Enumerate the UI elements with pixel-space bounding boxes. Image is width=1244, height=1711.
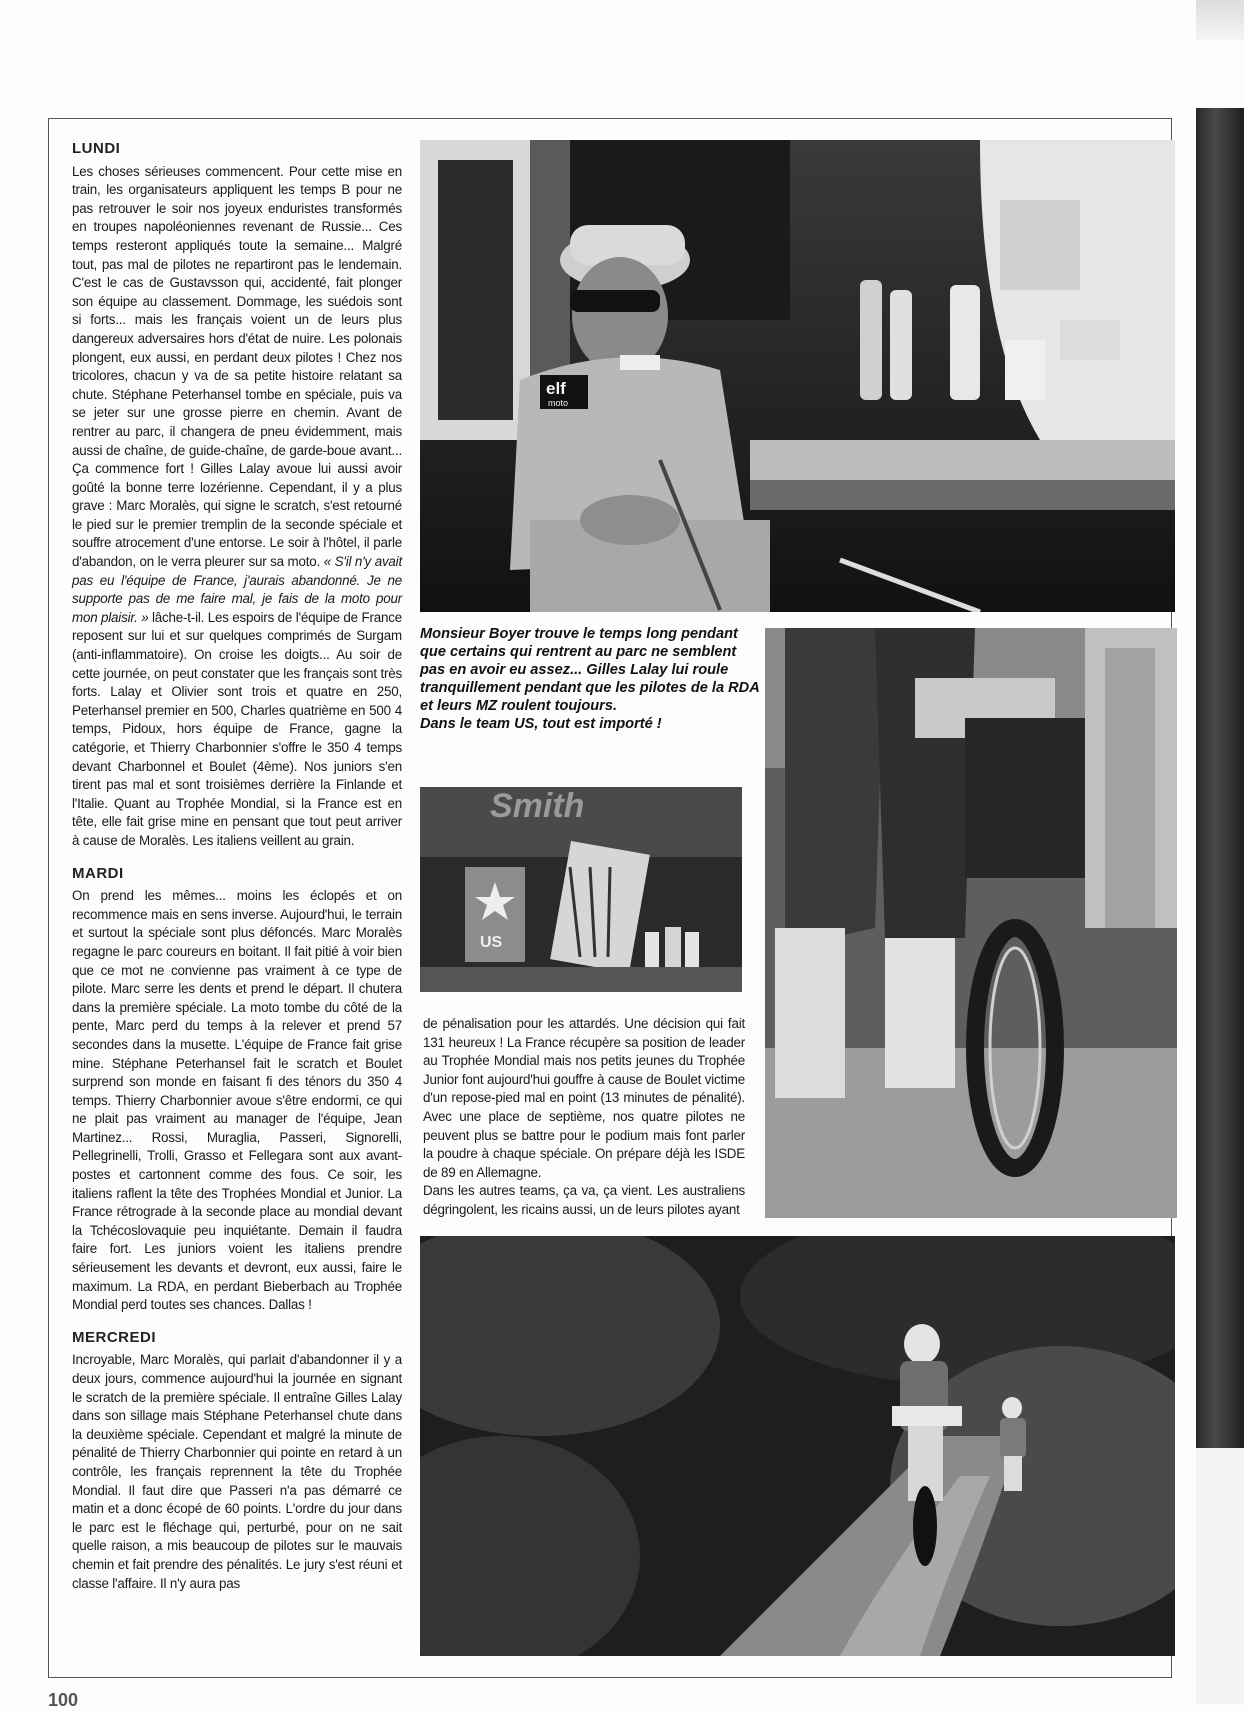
adjacent-page-edge <box>1196 108 1244 1448</box>
photo-caption <box>420 625 765 733</box>
smith-sign-text: Smith <box>490 787 585 825</box>
caption-us: Dans le team US, tout est importé ! <box>420 716 662 732</box>
left-text-column <box>72 140 402 1593</box>
photo-us-team-tools <box>420 787 742 992</box>
photo-mechanic-seated <box>420 140 1175 612</box>
mardi-text: On prend les mêmes... moins les éclopés et on recommence mais en sens inverse. Aujourd'hui, le terrain et surtout la spéciale sont plus défoncés. Marc Moralès regagne le parc coureurs en boitant. Il fait pitié à voir bien que ce mot ne convienne pas vraiment à ce type de pilote. Marc serre les dents et prend le départ. Il chutera dans la première spéciale. La moto tombe du côté de la pente, Marc perd du temps à la relever et prend 57 secondes dans la musette. L'équipe de France fait grise mine. Stéphane Peterhansel fait le scratch et Boulet surprend son monde en faisant fi des ténors du 350 4 temps. Thierry Charbonnier avoue s'être endormi, ce qui ne plait pas vraiment au manager de l'équipe, Jean Martinez... Rossi, Muraglia, Passeri, Signorelli, Pellegrinelli, Trolli, Grasso et Fellegara sont aux avant-postes et cartonnent comme des fous. Ce soir, les italiens raflent la tête des Trophées Mondial et Junior. La France rétrograde à la seconde place au mondial devant la Tchécoslovaquie peu inquiétante. Demain il faudra faire fort. Les juniors voient les italiens prendre sérieusement les devants et devront, eux aussi, faire le maximum. La RDA, en perdant Bieberbach au Trophée Mondial perd toutes ses chances. Dallas ! <box>72 888 402 1313</box>
lundi-quote: « S'il n'y avait pas eu l'équipe de France, j'aurais abandonné. Je ne supporte pas de me faire mal, je fais de la moto pour mon plaisir. » <box>72 554 402 625</box>
mid-text-1: de pénalisation pour les attardés. Une décision qui fait 131 heureux ! La France récupère sa position de leader au Trophée Mondial mais nos petits jeunes du Trophée Junior font aujourd'hui gouffre à cause de Boulet victime d'un repose-pied mal en point (13 minutes de pénalité). Avec une place de septième, nos quatre pilotes ne peuvent plus se battre pour le podium mais font parler la poudre à chaque spéciale. On prépare déjà les ISDE de 89 en Allemagne. <box>423 1016 745 1180</box>
moto-logo-text: moto <box>548 398 569 408</box>
heading-lundi: LUNDI <box>72 140 121 157</box>
corner-mark <box>1196 0 1244 40</box>
adjacent-page-edge-lower <box>1196 1448 1244 1704</box>
elf-logo-text: elf <box>546 379 566 398</box>
caption-main: Monsieur Boyer trouve le temps long pendant que certains qui rentrent au parc ne semblent pas en avoir eu assez... Gilles Lalay lui roule tranquillement pendant que les pilotes de la RDA et leurs MZ roulent toujours. <box>420 626 760 714</box>
middle-text-column <box>423 1015 745 1220</box>
mid-text-2: Dans les autres teams, ça va, ça vient. Les australiens dégringolent, les ricains aussi, un de leurs pilotes ayant <box>423 1183 745 1217</box>
page-number: 100 <box>48 1690 79 1710</box>
mercredi-text: Incroyable, Marc Moralès, qui parlait d'abandonner il y a deux jours, commence aujourd'hui la journée en signant le scratch de la première spéciale. Il entraîne Gilles Lalay dans son sillage mais Stéphane Peterhansel chute dans la deuxième spéciale. Cependant et malgré la minute de pénalité de Thierry Charbonnier qui pointe en retard à un contrôle, les français reprennent la tête du Trophée Mondial. Il faut dire que Passeri n'a pas démarré ce matin et a donc écopé de 60 points. L'ordre du jour dans le parc est le fléchage qui, perturbé, pour on ne sait quelle raison, a mis beaucoup de pilotes sur le mauvais chemin et fait prendre des pénalités. Le jury s'est réuni et classe l'affaire. Il n'y aura pas <box>72 1352 402 1591</box>
lundi-text: Les choses sérieuses commencent. Pour cette mise en train, les organisateurs appliquent les temps B pour ne pas retrouver le soir nos joyeux enduristes transformés en troupes napoléoniennes revenant de Russie... Ces temps resteront appliqués toute la semaine... Malgré tout, pas mal de pilotes ne repartiront pas le lendemain. C'est le cas de Gustavsson qui, accidenté, fait plonger son équipe au classement. Dommage, les suédois sont si forts... mais les français voient un de leurs plus dangereux adversaires hors d'état de nuire. Les polonais plongent, eux aussi, en perdant deux pilotes ! Chez nos tricolores, chacun y va de sa petite histoire relatant sa chute. Stéphane Peterhansel tombe en spéciale, puis va se jeter sur une grosse pierre en chemin. Avant de rentrer au parc, il changera de pneu évidemment, mais aussi de chaîne, de guide-chaîne, de garde-boue avant... Ça commence fort ! Gilles Lalay avoue lui aussi avoir goûté la bonne terre lozérienne. Cependant, il y a plus grave : Marc Moralès, qui signe le scratch, s'est retourné le pied sur le premier tremplin de la seconde spéciale et souffre atrocement d'une entorse. Le soir à l'hôtel, il parle d'abandon, on le verra pleurer sur sa moto. « S'il n'y avait pas eu l'équipe de France, j'aurais abandonné. Je ne supporte pas de me faire mal, je fais de la moto pour mon plaisir. » lâche-t-il. Les espoirs de l'équipe de France reposent sur lui et sur quelques comprimés de Surgam (anti-inflammatoire). On croise les doigts... Au soir de cette journée, on peut constater que les français sont très forts. Lalay et Olivier sont trois et quatre en 250, Peterhansel premier en 500, Charles quatrième en 500 4 temps, Pidoux, hors équipe de France, gagne la catégorie, et Thierry Charbonnier s'offre le 350 4 temps devant Charbonnel et Boulet (4ème). Nos juniors s'en tirent pas mal et sont troisièmes derrière la Finlande et l'Italie. Quant au Trophée Mondial, si la France est en tête, elle fait grise mine en pensant que tout peut arriver à cause de Moralès. Les italiens veillent au grain. <box>72 163 402 848</box>
heading-mardi: MARDI <box>72 864 124 882</box>
heading-mercredi: MERCREDI <box>72 1328 157 1346</box>
photo-riders-rear-wheel <box>765 628 1177 1218</box>
us-label-text: US <box>480 934 503 951</box>
photo-riders-forest-trail <box>420 1236 1175 1656</box>
